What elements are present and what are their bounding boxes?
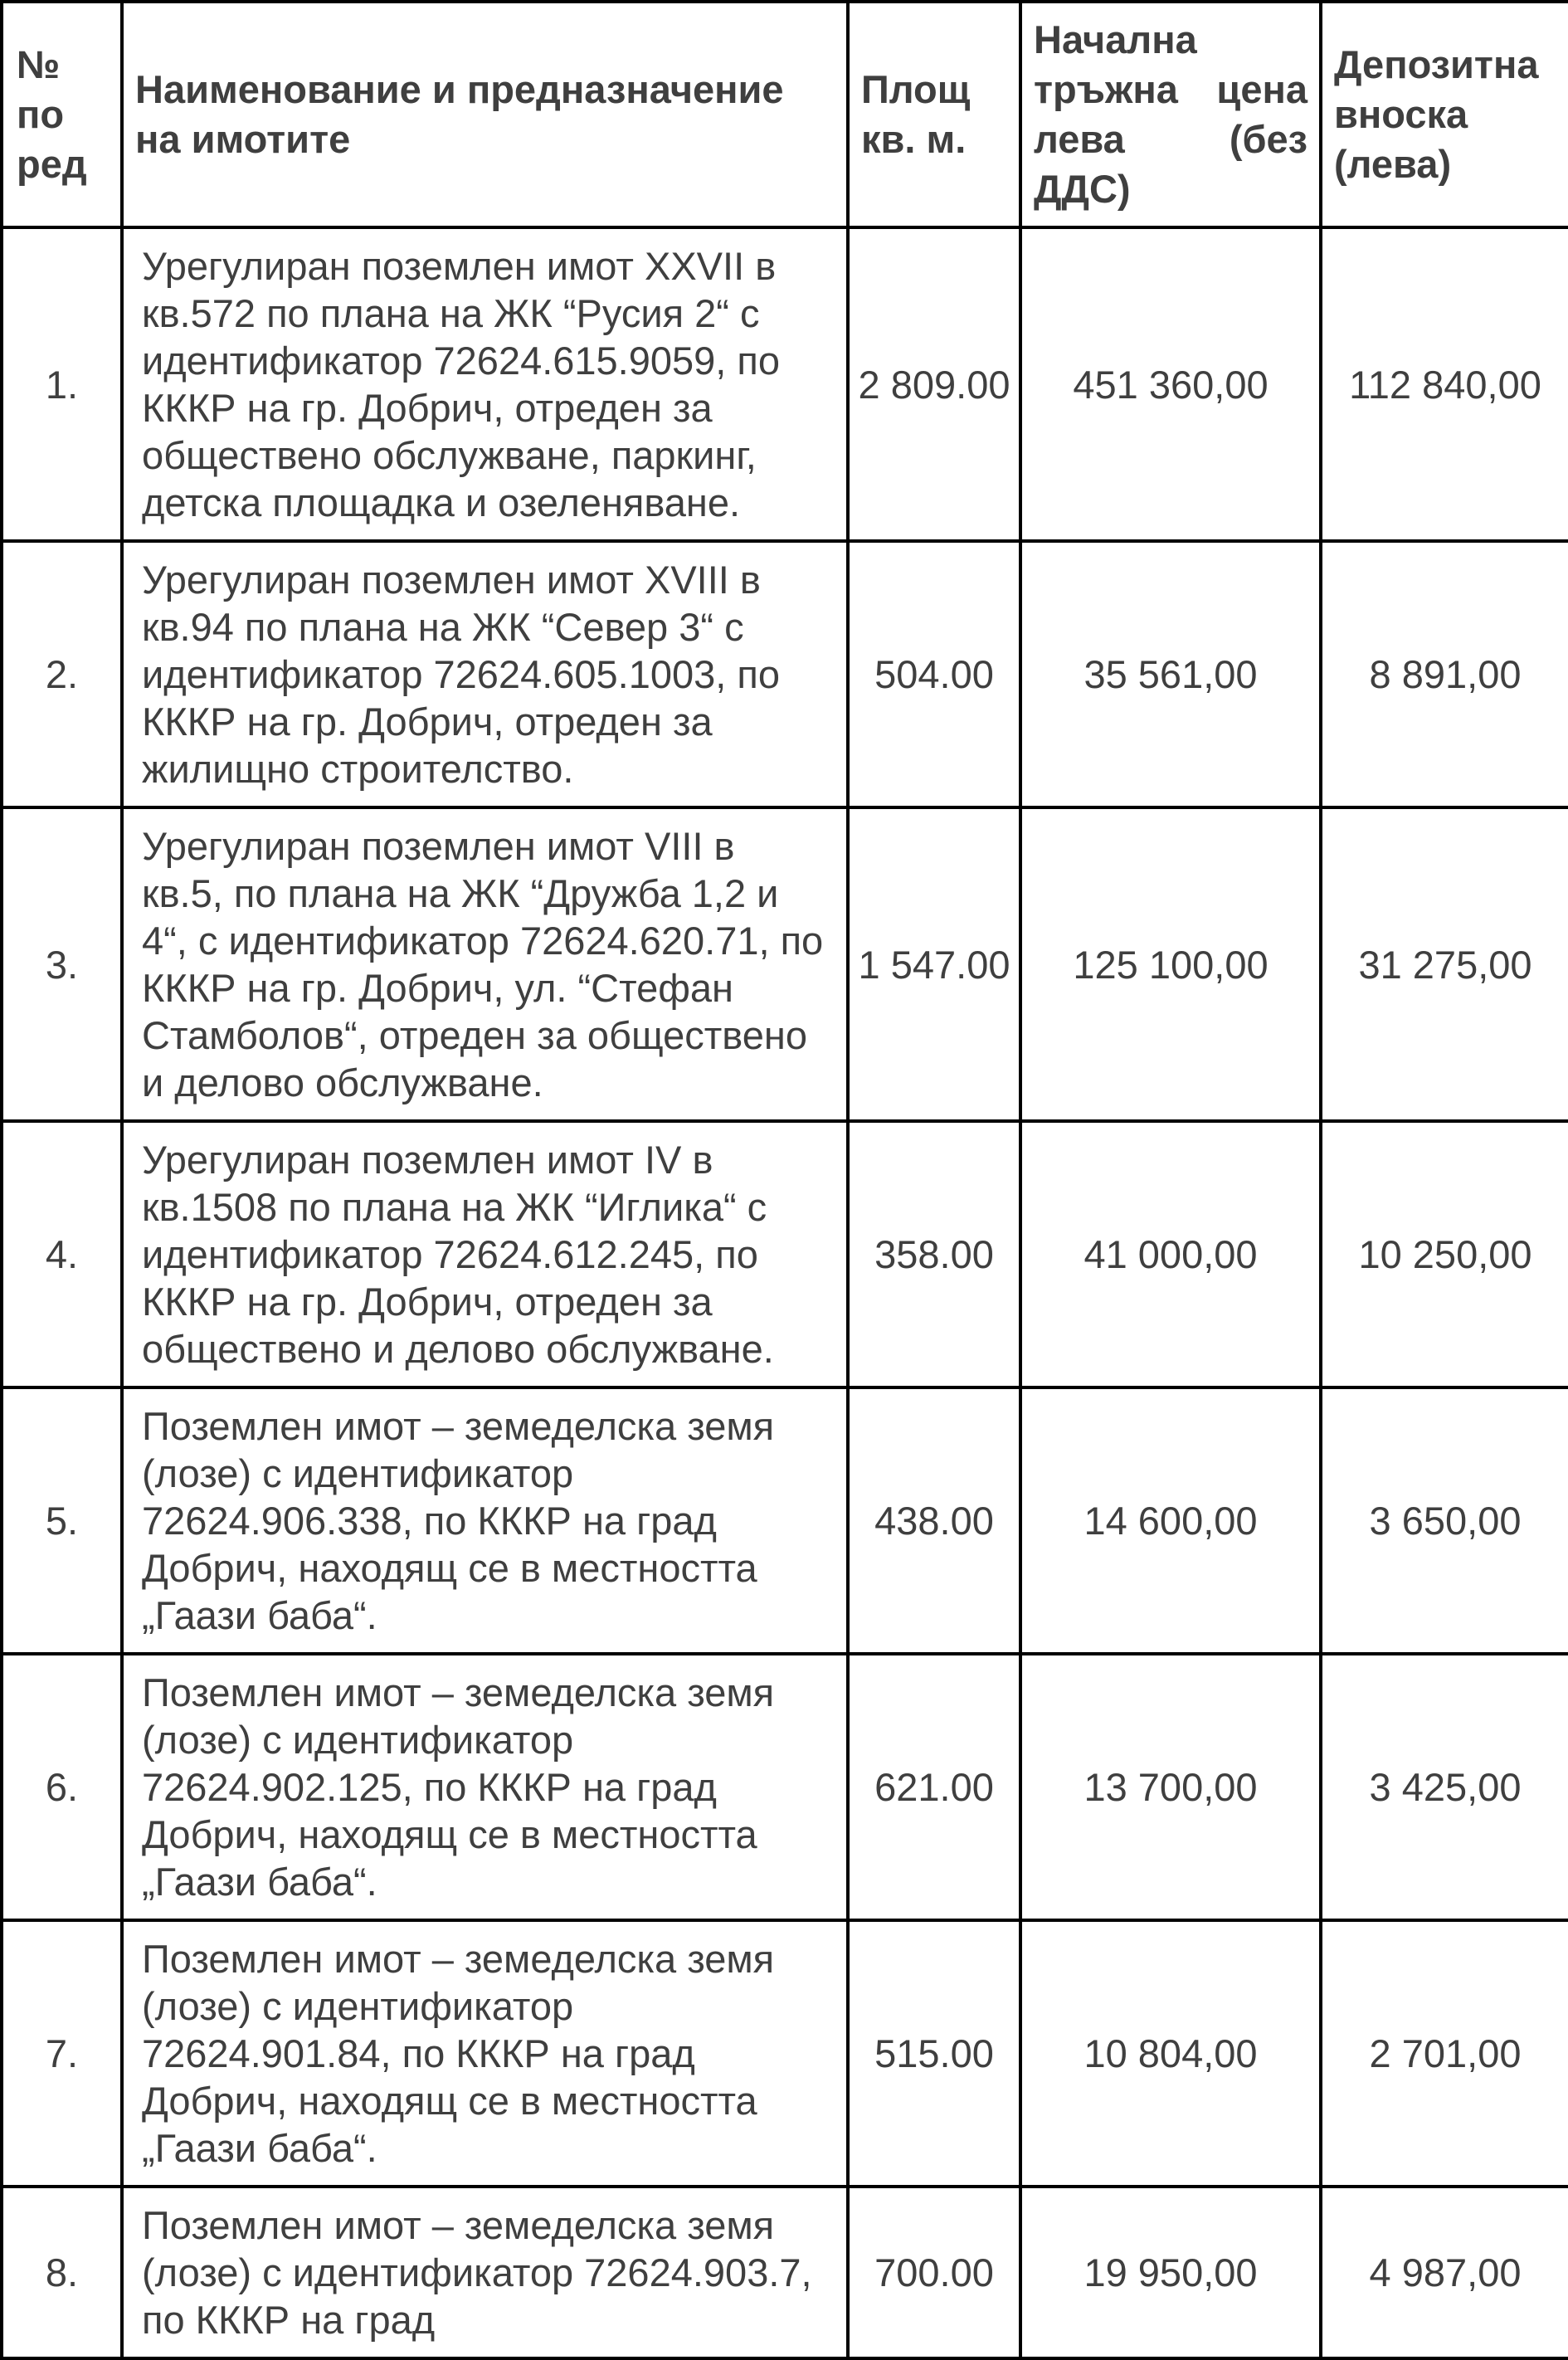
cell-name: Поземлен имот – земеделска земя (лозе) с идентификатор 72624.901.84, по КККР на град Добрич, находящ се в местността „Гаази баба“. [122,1920,848,2187]
cell-price: 19 950,00 [1020,2187,1321,2358]
cell-area: 438.00 [848,1387,1020,1654]
header-cell-deposit: Депозитна вноска (лева) [1321,2,1568,227]
cell-price: 35 561,00 [1020,541,1321,807]
cell-area: 1 547.00 [848,807,1020,1121]
cell-price: 451 360,00 [1020,227,1321,541]
cell-name: Поземлен имот – земеделска земя (лозе) с идентификатор 72624.903.7, по КККР на град [122,2187,848,2358]
table-row [2,227,1568,541]
cell-price: 10 804,00 [1020,1920,1321,2187]
table-row [2,2187,1568,2358]
header-cell-price: Начална тръжна цена лева (без ДДС) [1020,2,1321,227]
header-cell-area: Площ кв. м. [848,2,1020,227]
table-row [2,1920,1568,2187]
header-row [2,2,1568,227]
cell-name: Урегулиран поземлен имот VIII в кв.5, по плана на ЖК “Дружба 1,2 и 4“, с идентификатор 72624.620.71, по КККР на гр. Добрич, ул. “Стефан Стамболов“, отреден за обществено и делово обслужване. [122,807,848,1121]
header-cell-name: Наименование и предназначение на имотите [122,2,848,227]
cell-name: Поземлен имот – земеделска земя (лозе) с идентификатор 72624.906.338, по КККР на град Добрич, находящ се в местността „Гаази баба“. [122,1387,848,1654]
header-cell-num: № по ред [2,2,122,227]
cell-deposit: 2 701,00 [1321,1920,1568,2187]
table-header [2,2,1568,227]
cell-deposit: 31 275,00 [1321,807,1568,1121]
cell-name: Урегулиран поземлен имот XXVII в кв.572 по плана на ЖК “Русия 2“ с идентификатор 72624.615.9059, по КККР на гр. Добрич, отреден за обществено обслужване, паркинг, детска площадка и озеленяване. [122,227,848,541]
cell-name: Поземлен имот – земеделска земя (лозе) с идентификатор 72624.902.125, по КККР на град Добрич, находящ се в местността „Гаази баба“. [122,1654,848,1920]
cell-num: 3. [2,807,122,1121]
table-row [2,541,1568,807]
table-body [2,227,1568,2358]
cell-area: 504.00 [848,541,1020,807]
cell-num: 8. [2,2187,122,2358]
cell-num: 6. [2,1654,122,1920]
cell-deposit: 4 987,00 [1321,2187,1568,2358]
table-row [2,807,1568,1121]
table-row [2,1654,1568,1920]
cell-name: Урегулиран поземлен имот IV в кв.1508 по плана на ЖК “Иглика“ с идентификатор 72624.612.245, по КККР на гр. Добрич, отреден за обществено и делово обслужване. [122,1121,848,1387]
cell-deposit: 10 250,00 [1321,1121,1568,1387]
cell-deposit: 8 891,00 [1321,541,1568,807]
cell-num: 1. [2,227,122,541]
table-row [2,1121,1568,1387]
cell-price: 125 100,00 [1020,807,1321,1121]
cell-area: 358.00 [848,1121,1020,1387]
cell-num: 2. [2,541,122,807]
cell-deposit: 3 425,00 [1321,1654,1568,1920]
table-row [2,1387,1568,1654]
cell-deposit: 112 840,00 [1321,227,1568,541]
cell-area: 700.00 [848,2187,1020,2358]
cell-area: 2 809.00 [848,227,1020,541]
cell-price: 13 700,00 [1020,1654,1321,1920]
cell-deposit: 3 650,00 [1321,1387,1568,1654]
cell-area: 621.00 [848,1654,1020,1920]
cell-area: 515.00 [848,1920,1020,2187]
cell-num: 7. [2,1920,122,2187]
cell-price: 14 600,00 [1020,1387,1321,1654]
cell-price: 41 000,00 [1020,1121,1321,1387]
cell-num: 5. [2,1387,122,1654]
cell-name: Урегулиран поземлен имот XVIII в кв.94 по плана на ЖК “Север 3“ с идентификатор 72624.605.1003, по КККР на гр. Добрич, отреден за жилищно строителство. [122,541,848,807]
cell-num: 4. [2,1121,122,1387]
